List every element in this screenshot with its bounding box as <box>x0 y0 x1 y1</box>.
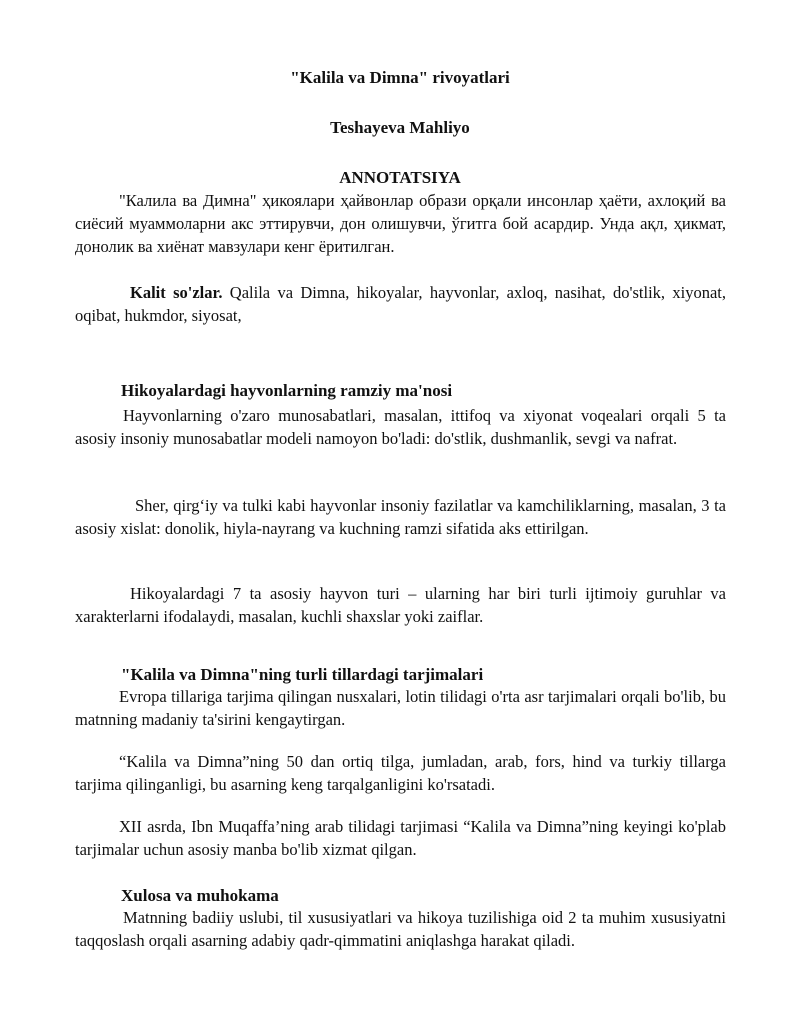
paragraph-symbolism-1: Hayvonlarning o'zaro munosabatlari, masalan, ittifoq va xiyonat voqealari orqali 5 ta asosiy insoniy munosabatlar modeli namoyon bo'ladi: do'stlik, dushmanlik, sevgi va nafrat. <box>75 406 726 448</box>
paragraph-symbolism-3: Hikoyalardagi 7 ta asosiy hayvon turi – ularning har biri turli ijtimoiy guruhlar va xarakterlarni ifodalaydi, masalan, kuchli shaxslar yoki zaiflar. <box>75 584 726 626</box>
section-heading-conclusion: Xulosa va muhokama <box>121 886 279 905</box>
paragraph-translations-1: Evropa tillariga tarjima qilingan nusxalari, lotin tilidagi o'rta asr tarjimalari orqali bo'lib, bu matnning madaniy ta'sirini kengaytirgan. <box>75 687 726 729</box>
document-title: "Kalila va Dimna" rivoyatlari <box>290 68 510 87</box>
annotation-heading: ANNOTATSIYA <box>339 168 461 187</box>
section-heading-symbolism: Hikoyalardagi hayvonlarning ramziy ma'nosi <box>121 381 453 400</box>
annotation-text: "Калила ва Димна" ҳикоялари ҳайвонлар образи орқали инсонлар ҳаёти, ахлоқий ва сиёсий муаммоларни акс эттирувчи, дон олишувчи, ўгитга бой асардир. Унда ақл, ҳикмат, донолик ва хиёнат мавзулари кенг ёритилган. <box>75 191 726 256</box>
paragraph-translations-2: “Kalila va Dimna”ning 50 dan ortiq tilga, jumladan, arab, fors, hind va turkiy tillarga tarjima qilinganligi, bu asarning keng tarqalganligini ko'rsatadi. <box>75 752 726 794</box>
keywords-text: Qalila va Dimna, hikoyalar, hayvonlar, axloq, nasihat, do'stlik, xiyonat, oqibat, hukmdor, siyosat, <box>75 283 726 325</box>
paragraph-symbolism-2: Sher, qirg‘iy va tulki kabi hayvonlar insoniy fazilatlar va kamchiliklarning, masalan, 3 ta asosiy xislat: donolik, hiyla-nayrang va kuchning ramzi sifatida aks ettirilgan. <box>75 496 726 538</box>
section-heading-translations: "Kalila va Dimna"ning turli tillardagi tarjimalari <box>121 665 484 684</box>
author-name: Teshayeva Mahliyo <box>330 118 470 137</box>
paragraph-translations-3: XII asrda, Ibn Muqaffa’ning arab tilidagi tarjimasi “Kalila va Dimna”ning keyingi ko'plab tarjimalar uchun asosiy manba bo'lib xizmat qilgan. <box>75 817 726 859</box>
paragraph-conclusion-1: Matnning badiiy uslubi, til xususiyatlari va hikoya tuzilishiga oid 2 ta muhim xususiyatni taqqoslash orqali asarning adabiy qadr-qimmatini aniqlashga harakat qiladi. <box>75 908 726 950</box>
keywords-paragraph <box>75 281 726 327</box>
keywords-label: Kalit so'zlar. <box>130 283 223 302</box>
